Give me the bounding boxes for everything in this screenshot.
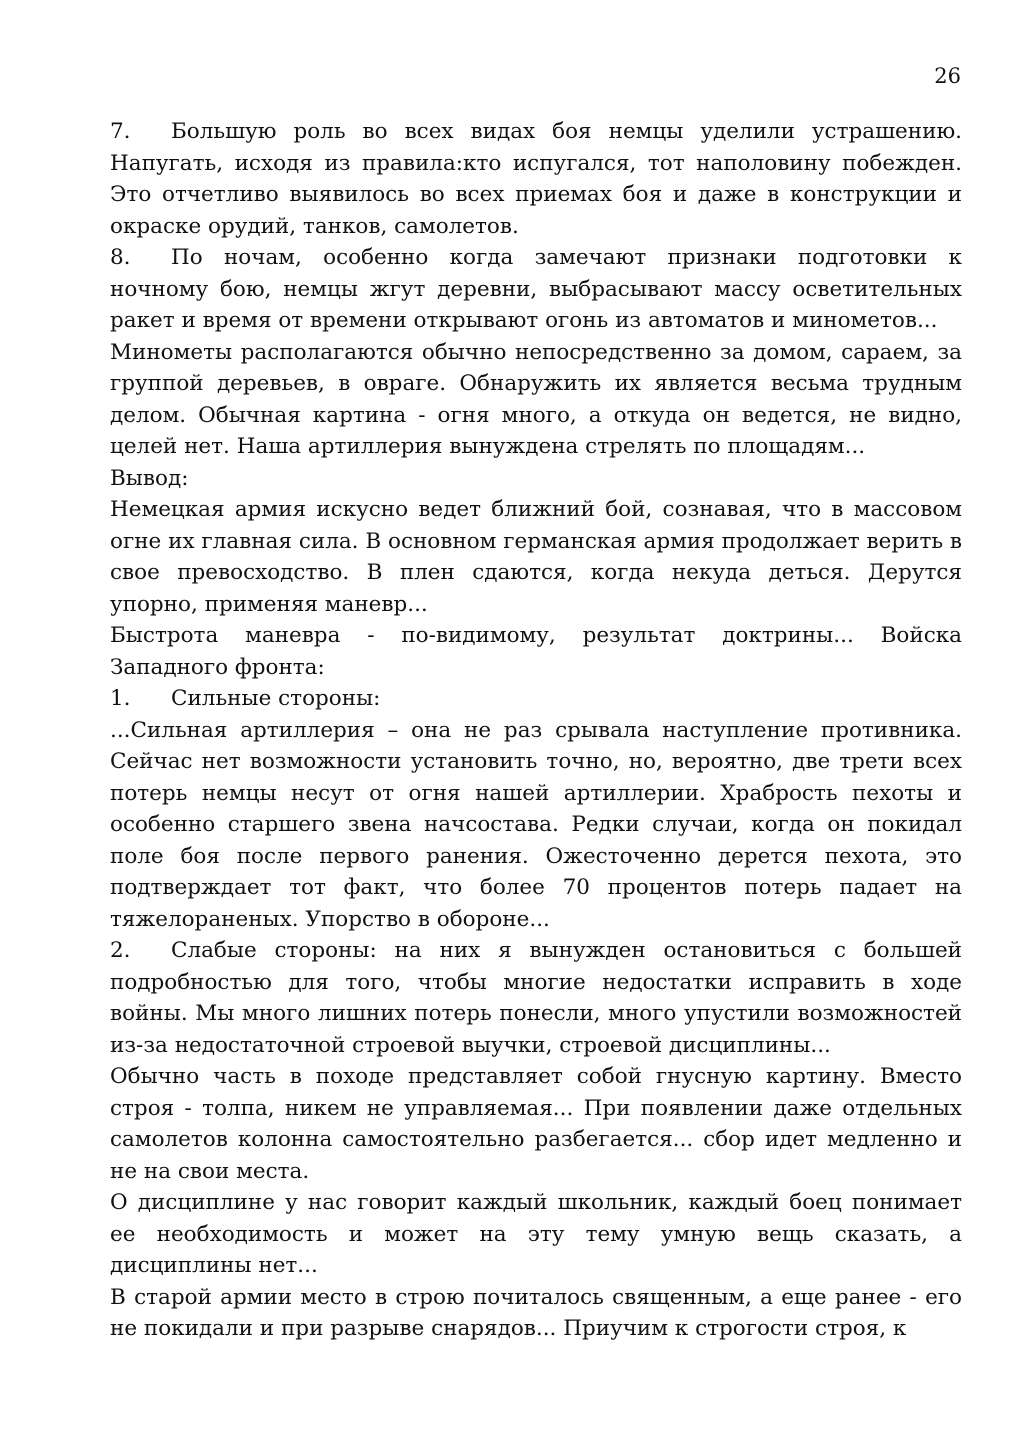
list-item-1 — [110, 683, 962, 715]
paragraph-conclusion-heading: Вывод: — [110, 465, 189, 491]
list-item-2 — [110, 935, 962, 1061]
page-number: 26 — [934, 64, 961, 88]
paragraph-text: Сильные стороны: — [171, 686, 381, 711]
paragraph-old-army: В старой армии место в строю почиталось священным, а еще ранее - его не покидали и при разрыве снарядов... Приучим к строгости строя, к — [110, 1284, 962, 1341]
paragraph-march: Обычно часть в походе представляет собой гнусную картину. Вместо строя - толпа, никем не управляемая... При появлении даже отдельных самолетов колонна самостоятельно разбегается... сбор идет медленно и не на свои места. — [110, 1064, 962, 1184]
paragraph-german-army: Немецкая армия искусно ведет ближний бой, сознавая, что в массовом огне их главная сила. В основном германская армия продолжает верить в свое превосходство. В плен сдаются, когда некуда деться. Дерутся упорно, применяя маневр... — [110, 497, 962, 617]
paragraph-strengths: ...Сильная артиллерия – она не раз срывала наступление противника. Сейчас нет возможности установить точно, но, вероятно, две трети всех потерь немцы несут от огня нашей артиллерии. Храбрость пехоты и особенно старшего звена начсостава. Редки случаи, когда он покидал поле боя после первого ранения. Ожесточенно дерется пехота, это подтверждает тот факт, что более 70 процентов потерь падает на тяжелораненых. Упорство в обороне... — [110, 717, 962, 932]
list-item-8 — [110, 242, 962, 337]
list-number: 7. — [110, 119, 131, 144]
list-number: 2. — [110, 938, 131, 963]
paragraph-text: Слабые стороны: на них я вынужден остановиться с большей подробностью для того, чтобы многие недостатки исправить в ходе войны. Мы много лишних потерь понесли, много упустили возможностей из-за недостаточной строевой выучки, строевой дисциплины... — [110, 938, 962, 1058]
paragraph-discipline: О дисциплине у нас говорит каждый школьник, каждый боец понимает ее необходимость и может на эту тему умную вещь сказать, а дисциплины нет... — [110, 1190, 962, 1278]
document-body — [110, 116, 962, 1345]
paragraph-maneuver: Быстрота маневра - по-видимому, результат доктрины... Войска Западного фронта: — [110, 623, 962, 680]
list-item-7 — [110, 116, 962, 242]
paragraph-text: Большую роль во всех видах боя немцы уделили устрашению. Напугать, исходя из правила:кто испугался, тот наполовину побежден. Это отчетливо выявилось во всех приемах боя и даже в конструкции и окраске орудий, танков, самолетов. — [110, 119, 962, 239]
paragraph-text: По ночам, особенно когда замечают признаки подготовки к ночному бою, немцы жгут деревни, выбрасывают массу осветительных ракет и время от времени открывают огонь из автоматов и минометов... — [110, 245, 962, 333]
list-number: 8. — [110, 245, 131, 270]
list-number: 1. — [110, 686, 131, 711]
paragraph-mortars: Минометы располагаются обычно непосредственно за домом, сараем, за группой деревьев, в овраге. Обнаружить их является весьма трудным делом. Обычная картина - огня много, а откуда он ведется, не видно, целей нет. Наша артиллерия вынуждена стрелять по площадям... — [110, 339, 962, 459]
